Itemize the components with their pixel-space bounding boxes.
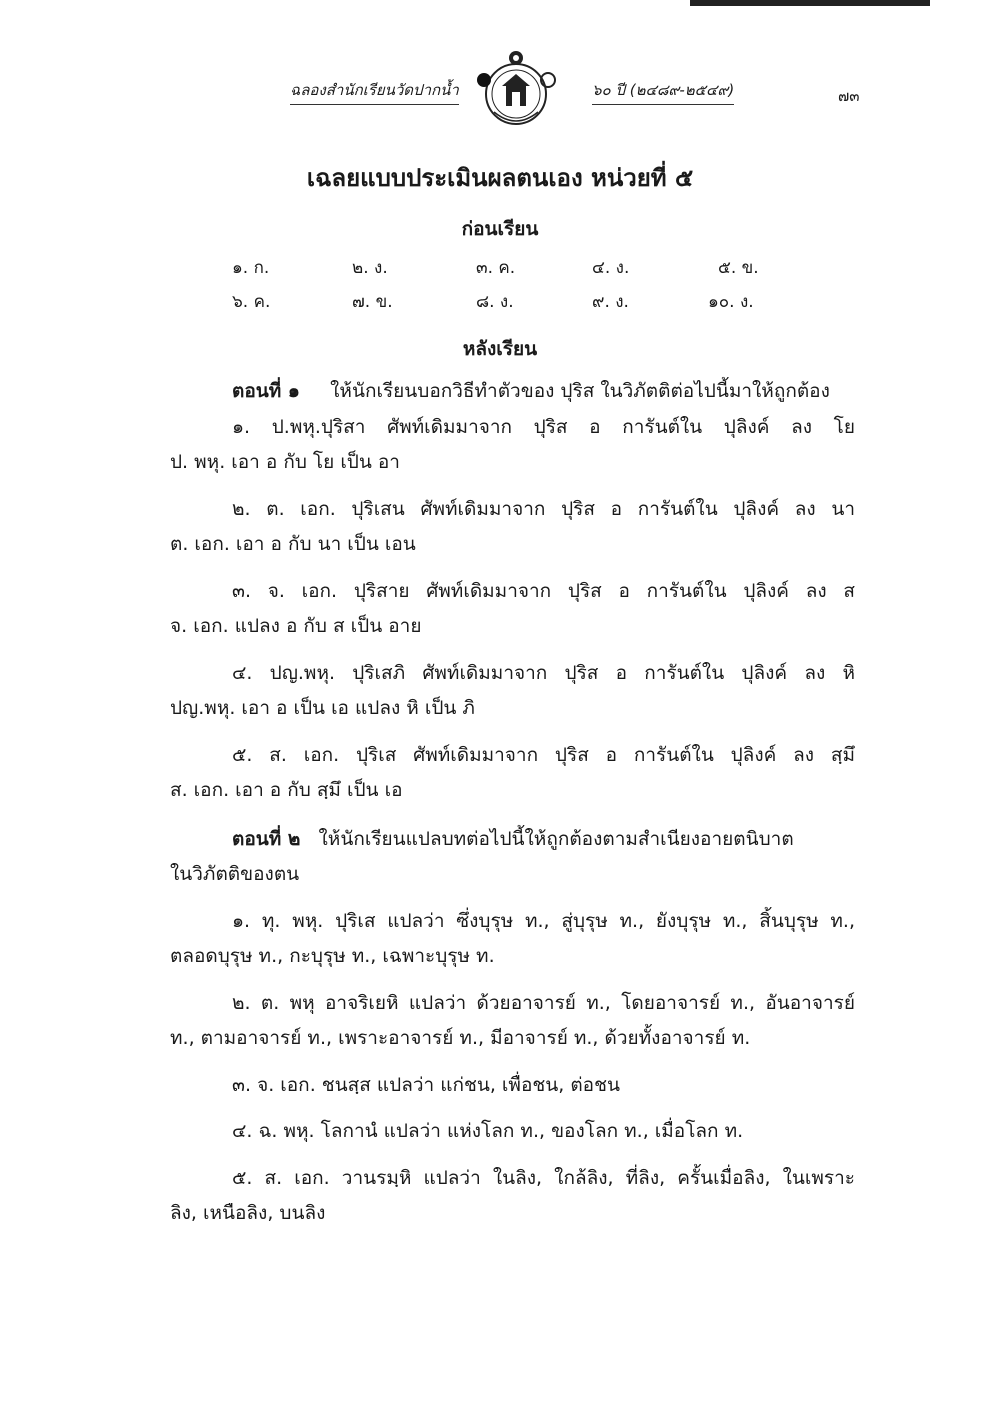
part2-instruction: ให้นักเรียนแปลบทต่อไปนี้ให้ถูกต้องตามสำเนียงอายตนิบาต [318, 827, 794, 850]
part2-item-2-line1: ๒. ต. พหุ อาจริเยหิ แปลว่า ด้วยอาจารย์ ท., โดยอาจารย์ ท., อันอาจารย์ [232, 991, 855, 1014]
part2-item-1-line2: ตลอดบุรุษ ท., กะบุรุษ ท., เฉพาะบุรุษ ท. [170, 945, 495, 967]
answer-8: ๘. ง. [476, 292, 514, 312]
part1-item-2-line2: ต. เอก. เอา อ กับ นา เป็น เอน [170, 533, 416, 555]
part1-item-5-line1: ๕. ส. เอก. ปุริเส ศัพท์เดิมมาจาก ปุริส อ การันต์ใน ปุลิงค์ ลง สฺมึ [232, 743, 855, 766]
answer-2: ๒. ง. [352, 258, 388, 278]
part2-instruction-line [170, 822, 855, 858]
answer-row-2 [232, 288, 792, 312]
answer-4: ๔. ง. [592, 258, 630, 278]
part2-item-3-line1: ๓. จ. เอก. ชนสฺส แปลว่า แก่ชน, เพื่อชน, ต่อชน [232, 1073, 620, 1096]
page-title: เฉลยแบบประเมินผลตนเอง หน่วยที่ ๕ [306, 164, 694, 192]
before-heading: ก่อนเรียน [461, 218, 539, 240]
part2-item-1-line1: ๑. ทุ. พหุ. ปุริเส แปลว่า ซึ่งบุรุษ ท., สู่บุรุษ ท., ยังบุรุษ ท., สิ้นบุรุษ ท., [232, 909, 855, 932]
top-edge-rule [690, 0, 930, 6]
after-heading: หลังเรียน [462, 338, 538, 360]
part2-instruction-line2: ในวิภัตติของตน [170, 863, 300, 885]
part1-item-3-line2: จ. เอก. แปลง อ กับ ส เป็น อาย [170, 615, 422, 637]
answer-row-1 [232, 254, 792, 278]
part1-label: ตอนที่ ๑ [232, 380, 300, 402]
seal-emblem-icon [474, 50, 558, 134]
part2-item-4-line1: ๔. ฉ. พหุ. โลกานํ แปลว่า แห่งโลก ท., ของโลก ท., เมื่อโลก ท. [232, 1120, 744, 1142]
answer-7: ๗. ข. [352, 292, 393, 312]
after-body [170, 374, 855, 1232]
header-right-text: ๖๐ ปี (๒๔๘๙-๒๕๔๙) [592, 78, 734, 105]
answer-5: ๕. ข. [718, 258, 759, 278]
header-left-text: ฉลองสำนักเรียนวัดปากน้ำ [290, 78, 459, 105]
part2-item-5-line1: ๕. ส. เอก. วานรมฺหิ แปลว่า ในลิง, ใกล้ลิง, ที่ลิง, ครั้นเมื่อลิง, ในเพราะ [232, 1166, 855, 1189]
part1-instruction-line [170, 374, 855, 410]
answer-3: ๓. ค. [476, 258, 516, 278]
part1-item-1-line1: ๑. ป.พหุ.ปุริสา ศัพท์เดิมมาจาก ปุริส อ การันต์ใน ปุลิงค์ ลง โย [232, 415, 855, 438]
part1-instruction: ให้นักเรียนบอกวิธีทำตัวของ ปุริส ในวิภัตติต่อไปนี้มาให้ถูกต้อง [330, 380, 830, 402]
answer-6: ๖. ค. [232, 292, 271, 312]
part1-item-1-line2: ป. พหุ. เอา อ กับ โย เป็น อา [170, 451, 400, 473]
part2-item-2-line2: ท., ตามอาจารย์ ท., เพราะอาจารย์ ท., มีอาจารย์ ท., ด้วยทั้งอาจารย์ ท. [170, 1027, 751, 1049]
part1-item-4-line2: ปญ.พหุ. เอา อ เป็น เอ แปลง หิ เป็น ภิ [170, 697, 475, 719]
part2-item-5-line2: ลิง, เหนือลิง, บนลิง [170, 1202, 326, 1224]
part1-item-5-line2: ส. เอก. เอา อ กับ สฺมึ เป็น เอ [170, 779, 403, 801]
part1-item-3-line1: ๓. จ. เอก. ปุริสาย ศัพท์เดิมมาจาก ปุริส อ การันต์ใน ปุลิงค์ ลง ส [232, 579, 855, 602]
page-number: ๗๓ [838, 87, 860, 105]
part1-item-4-line1: ๔. ปญ.พหุ. ปุริเสภิ ศัพท์เดิมมาจาก ปุริส อ การันต์ใน ปุลิงค์ ลง หิ [232, 661, 855, 684]
answer-10: ๑๐. ง. [708, 292, 754, 312]
part2-label: ตอนที่ ๒ [232, 827, 301, 850]
page-header [0, 50, 1000, 130]
answer-1: ๑. ก. [232, 258, 270, 278]
answer-9: ๙. ง. [592, 292, 629, 312]
part1-item-2-line1: ๒. ต. เอก. ปุริเสน ศัพท์เดิมมาจาก ปุริส อ การันต์ใน ปุลิงค์ ลง นา [232, 497, 855, 520]
